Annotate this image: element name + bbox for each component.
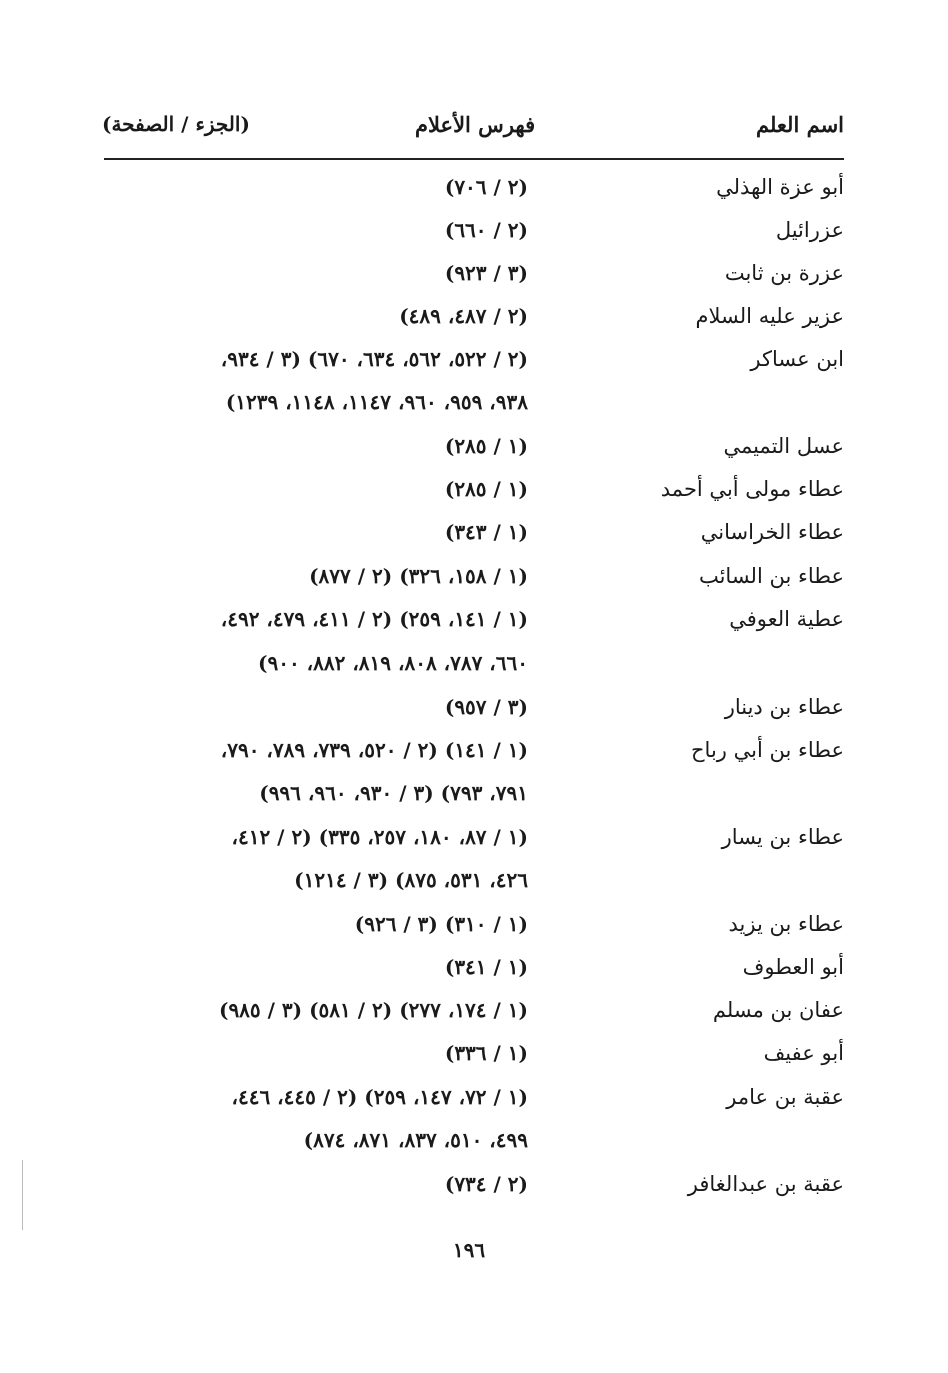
- index-row: [0, 175, 948, 217]
- entry-name: عطاء مولى أبي أحمد: [660, 477, 844, 501]
- entry-reference: (١ / ١٧٤، ٢٧٧) (٢ / ٥٨١) (٣ / ٩٨٥): [218, 998, 528, 1022]
- entry-name: أبو عزة الهذلي: [716, 175, 844, 199]
- entry-name: عطاء بن أبي رباح: [690, 738, 844, 762]
- entry-reference: (١ / ٢٨٥): [444, 434, 528, 458]
- entry-reference: (١ / ٣٣٦): [444, 1041, 528, 1065]
- index-row-continuation: [0, 390, 948, 432]
- header-divider: [104, 158, 844, 160]
- name-column-header: اسم العلم: [755, 112, 844, 137]
- entry-name: عطاء الخراساني: [700, 520, 844, 544]
- index-row-continuation: [0, 868, 948, 910]
- index-row: [0, 347, 948, 389]
- entry-reference: ٦٦٠، ٧٨٧، ٨٠٨، ٨١٩، ٨٨٢، ٩٠٠): [258, 651, 528, 675]
- entry-reference: (١ / ١٥٨، ٣٢٦) (٢ / ٨٧٧): [309, 564, 528, 588]
- entry-reference: (١ / ٣٤١): [444, 955, 528, 979]
- entry-name: عقبة بن عبدالغافر: [687, 1172, 844, 1196]
- entry-reference: (٢ / ٧٠٦): [444, 175, 528, 199]
- index-row-continuation: [0, 1128, 948, 1170]
- index-row: [0, 564, 948, 606]
- index-row: [0, 1172, 948, 1214]
- entry-reference: (١ / ٢٨٥): [444, 477, 528, 501]
- index-row: [0, 825, 948, 867]
- index-row: [0, 738, 948, 780]
- entry-reference: (١ / ٣٤٣): [444, 520, 528, 544]
- entry-reference: (١ / ١٤١، ٢٥٩) (٢ / ٤١١، ٤٧٩، ٤٩٢،: [220, 607, 528, 631]
- entry-reference: (٢ / ٥٢٢، ٥٦٢، ٦٣٤، ٦٧٠) (٣ / ٩٣٤،: [220, 347, 528, 371]
- entry-reference: (٢ / ٧٣٤): [444, 1172, 528, 1196]
- entry-name: عفان بن مسلم: [712, 998, 844, 1022]
- index-row: [0, 955, 948, 997]
- entry-name: عطية العوفي: [729, 607, 844, 631]
- entry-reference: ٤٩٩، ٥١٠، ٨٣٧، ٨٧١، ٨٧٤): [303, 1128, 528, 1152]
- index-row: [0, 695, 948, 737]
- entry-name: عزرة بن ثابت: [724, 261, 844, 285]
- entry-reference: (٢ / ٤٨٧، ٤٨٩): [399, 304, 528, 328]
- entry-reference: (١ / ١٤١) (٢ / ٥٢٠، ٧٣٩، ٧٨٩، ٧٩٠،: [220, 738, 528, 762]
- index-row: [0, 998, 948, 1040]
- entry-name: عقبة بن عامر: [726, 1085, 844, 1109]
- scan-margin-line: [22, 1160, 23, 1230]
- entry-name: عطاء بن يزيد: [728, 912, 844, 936]
- page-number-text: ١٩٦: [452, 1238, 486, 1262]
- index-row: [0, 520, 948, 562]
- index-row: [0, 218, 948, 260]
- index-row: [0, 607, 948, 649]
- index-row: [0, 477, 948, 519]
- reference-column-header: (الجزء / الصفحة): [102, 112, 250, 136]
- page-number: [0, 1238, 948, 1262]
- entry-reference: ٩٣٨، ٩٥٩، ٩٦٠، ١١٤٧، ١١٤٨، ١٢٣٩): [225, 390, 528, 414]
- entry-name: عطاء بن السائب: [698, 564, 844, 588]
- entry-name: عطاء بن دينار: [724, 695, 844, 719]
- index-row-continuation: [0, 781, 948, 823]
- entry-reference: (١ / ٣١٠) (٣ / ٩٢٦): [354, 912, 528, 936]
- index-row: [0, 1041, 948, 1083]
- entry-reference: (٣ / ٩٢٣): [444, 261, 528, 285]
- entry-name: ابن عساكر: [750, 347, 844, 371]
- entry-reference: (٣ / ٩٥٧): [444, 695, 528, 719]
- index-row-continuation: [0, 651, 948, 693]
- entry-reference: ٧٩١، ٧٩٣) (٣ / ٩٣٠، ٩٦٠، ٩٩٦): [259, 781, 528, 805]
- entry-name: عسل التميمي: [723, 434, 844, 458]
- entry-reference: (١ / ٧٢، ١٤٧، ٢٥٩) (٢ / ٤٤٥، ٤٤٦،: [231, 1085, 528, 1109]
- entry-name: أبو عفيف: [763, 1041, 844, 1065]
- index-row: [0, 304, 948, 346]
- entry-reference: ٤٢٦، ٥٣١، ٨٧٥) (٣ / ١٢١٤): [294, 868, 528, 892]
- entry-reference: (٢ / ٦٦٠): [444, 218, 528, 242]
- entry-name: عطاء بن يسار: [721, 825, 844, 849]
- entry-reference: (١ / ٨٧، ١٨٠، ٢٥٧، ٣٣٥) (٢ / ٤١٢،: [231, 825, 528, 849]
- index-row: [0, 434, 948, 476]
- index-row: [0, 261, 948, 303]
- entry-name: عزير عليه السلام: [695, 304, 844, 328]
- index-row: [0, 1085, 948, 1127]
- entry-name: أبو العطوف: [742, 955, 844, 979]
- index-row: [0, 912, 948, 954]
- page-title: فهرس الأعلام: [415, 112, 536, 137]
- entry-name: عزرائيل: [775, 218, 844, 242]
